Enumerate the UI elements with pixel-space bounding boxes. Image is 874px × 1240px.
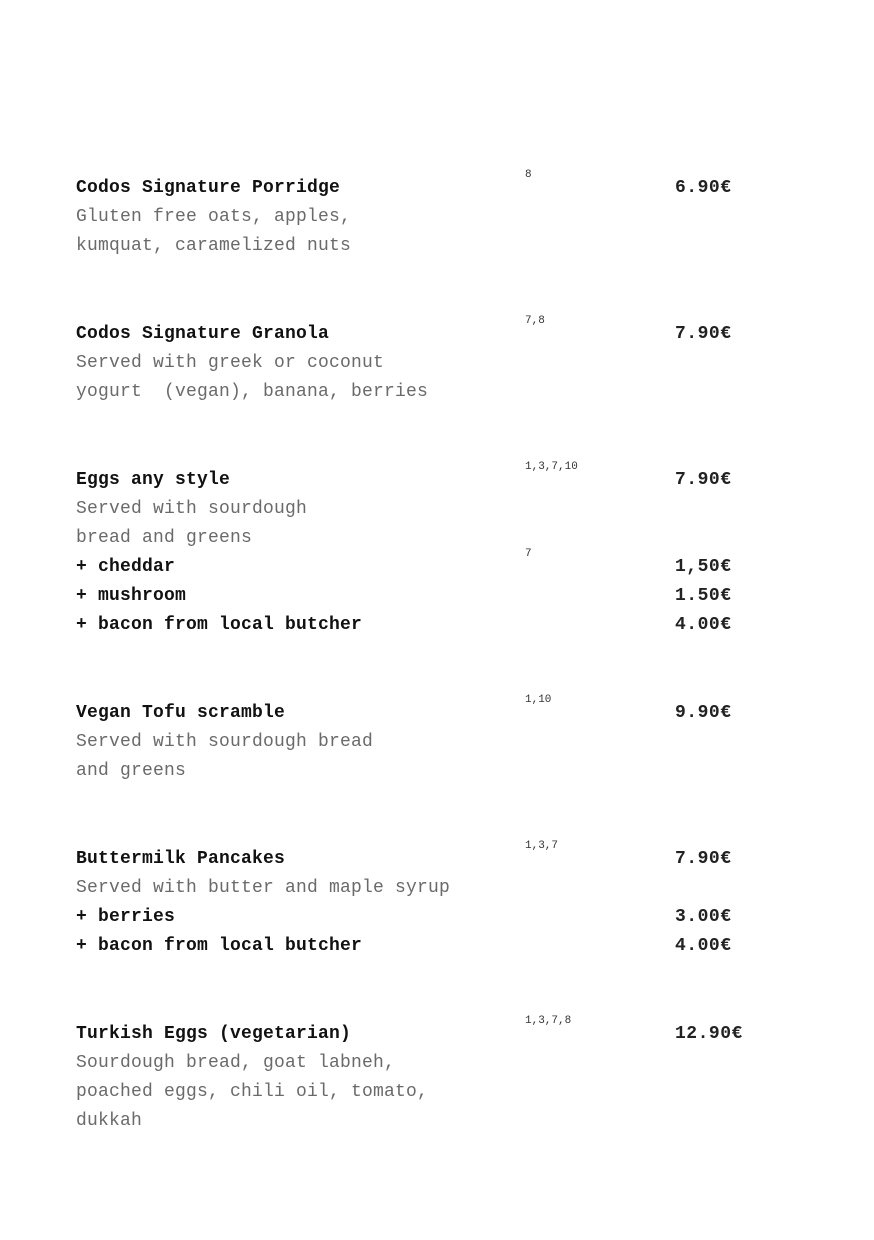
item-description-line: kumquat, caramelized nuts	[76, 236, 352, 256]
addon-price: 1,50€	[675, 557, 732, 577]
menu-item-turkish-eggs	[76, 1015, 796, 1136]
item-description-line: and greens	[76, 761, 187, 781]
item-description-line: Served with butter and maple syrup	[76, 878, 451, 898]
item-description-line: Gluten free oats, apples,	[76, 207, 352, 227]
item-description-line: Served with greek or coconut	[76, 353, 385, 373]
addon-price: 4.00€	[675, 615, 732, 635]
addon-row	[76, 903, 796, 932]
item-description-line: poached eggs, chili oil, tomato,	[76, 1082, 429, 1102]
addon-row	[76, 548, 796, 582]
item-price: 7.90€	[675, 849, 732, 869]
addon-price: 4.00€	[675, 936, 732, 956]
item-name: Buttermilk Pancakes	[76, 849, 286, 869]
item-price: 6.90€	[675, 178, 732, 198]
item-allergens: 1,3,7,10	[525, 461, 578, 473]
item-description-line: bread and greens	[76, 528, 253, 548]
item-price: 7.90€	[675, 470, 732, 490]
item-allergens: 1,3,7,8	[525, 1015, 572, 1027]
menu-item-tofu-scramble	[76, 694, 796, 786]
item-name: Turkish Eggs (vegetarian)	[76, 1024, 352, 1044]
item-name: Codos Signature Porridge	[76, 178, 341, 198]
addon-label: + cheddar	[76, 557, 176, 577]
item-allergens: 1,3,7	[525, 840, 559, 852]
item-price: 9.90€	[675, 703, 732, 723]
item-description-line: yogurt (vegan), banana, berries	[76, 382, 429, 402]
item-name: Vegan Tofu scramble	[76, 703, 286, 723]
item-price: 7.90€	[675, 324, 732, 344]
addon-label: + berries	[76, 907, 176, 927]
addon-label: + bacon from local butcher	[76, 936, 363, 956]
item-description-line: Sourdough bread, goat labneh,	[76, 1053, 396, 1073]
addon-label: + bacon from local butcher	[76, 615, 363, 635]
addon-allergens: 7	[525, 548, 532, 560]
item-name: Codos Signature Granola	[76, 324, 330, 344]
item-allergens: 8	[525, 169, 532, 181]
item-name: Eggs any style	[76, 470, 231, 490]
menu-item-eggs-any-style	[76, 461, 796, 640]
addon-row	[76, 932, 796, 961]
addon-price: 3.00€	[675, 907, 732, 927]
item-price: 12.90€	[675, 1024, 743, 1044]
item-description-line: Served with sourdough bread	[76, 732, 374, 752]
menu-item-pancakes	[76, 840, 796, 961]
item-description-line: dukkah	[76, 1111, 143, 1131]
item-allergens: 7,8	[525, 315, 545, 327]
menu-item-porridge	[76, 169, 796, 261]
item-description-line: Served with sourdough	[76, 499, 308, 519]
menu-item-granola	[76, 315, 796, 407]
addon-label: + mushroom	[76, 586, 187, 606]
addon-row	[76, 611, 796, 640]
addon-price: 1.50€	[675, 586, 732, 606]
addon-row	[76, 582, 796, 611]
item-allergens: 1,10	[525, 694, 552, 706]
